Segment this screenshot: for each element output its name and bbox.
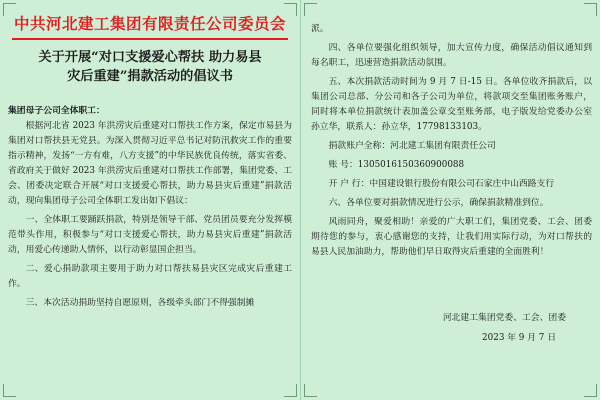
masthead-rule [12,38,288,40]
crop-mark [304,384,317,397]
point-5: 五、本次捐款活动时间为 9 月 7 日-15 日。各单位收齐捐款后，以集团公司总部、分公司和各子公司为单位，将款项交至集团账务账户，同时将本单位捐款统计表加盖公章交至账务部，电子版发给党委办公室孙立华，联系人：孙立华，17798133103。 [311,77,592,132]
bank-name: 开 户 行：中国建设银行股份有限公司石家庄中山西路支行 [328,179,555,189]
carry-over-text: 派。 [311,24,329,34]
date: 2023 年 9 月 7 日 [482,333,556,343]
crop-mark [3,384,16,397]
crop-mark [584,3,597,16]
masthead: 中共河北建工集团有限责任公司委员会 [13,14,286,33]
point-4: 四、各单位要强化组织领导，加大宣传力度，确保活动倡议通知到每名职工，迅速营造捐款活动氛围。 [311,43,592,68]
document-title [8,48,292,86]
crop-mark [3,3,16,16]
signature-block [443,308,566,348]
crop-mark [304,3,317,16]
intro-paragraph: 根据河北省 2023 年洪涝灾后重建对口帮扶工作方案，保定市易县为集团对口帮扶县无党县。为深入贯彻习近平总书记对防汛救灾工作的重要指示精神，发扬“一方有难，八方支援”的中华民族优良传统，落实省委、省政府关于做好 2023 年洪涝灾后重建对口帮扶工作部署，集团党委、工会、团委决定联合开展“对口支援爱心帮扶，助力易县灾后重建”捐款活动，现向集团母子公司全体职工发出如下倡议： [8,121,292,206]
point-3: 三、本次活动捐助坚持自愿原则，各级牵头部门不得强制摊 [25,298,255,308]
point-1: 一、全体职工要踊跃捐款，特别是领导干部、党员团员要充分发挥模范带头作用，积极参与“对口支援爱心帮扶，助力易县灾后重建”捐款活动，用爱心传递助人情怀，以行动彰显国企担当。 [8,215,292,255]
account-name: 捐款账户全称：河北建工集团有限责任公司 [328,141,496,151]
title-line-2: 灾后重建”捐款活动的倡议书 [67,69,233,84]
account-number: 账 号：1305016150360900088 [328,160,465,170]
crop-mark [284,3,297,16]
closing-paragraph: 风雨同舟，聚爱相助！亲爱的广大职工们，集团党委、工会、团委期待您的参与，衷心感谢您的支持，让我们用实际行动，为对口帮扶的易县人民加油助力，帮助他们早日取得灾后重建的全面胜利！ [311,217,592,257]
right-page [300,0,600,400]
crop-mark [284,384,297,397]
point-6: 六、各单位要对捐款情况进行公示，确保捐款精准到位。 [328,198,549,208]
title-line-1: 关于开展“对口支援爱心帮扶 助力易县 [38,50,262,65]
point-2: 二、爱心捐助款项主要用于助力对口帮扶易县灾区完成灾后重建工作。 [8,264,292,289]
signature: 河北建工集团党委、工会、团委 [442,313,566,323]
salutation: 集团母子公司全体职工： [8,106,105,116]
crop-mark [584,384,597,397]
